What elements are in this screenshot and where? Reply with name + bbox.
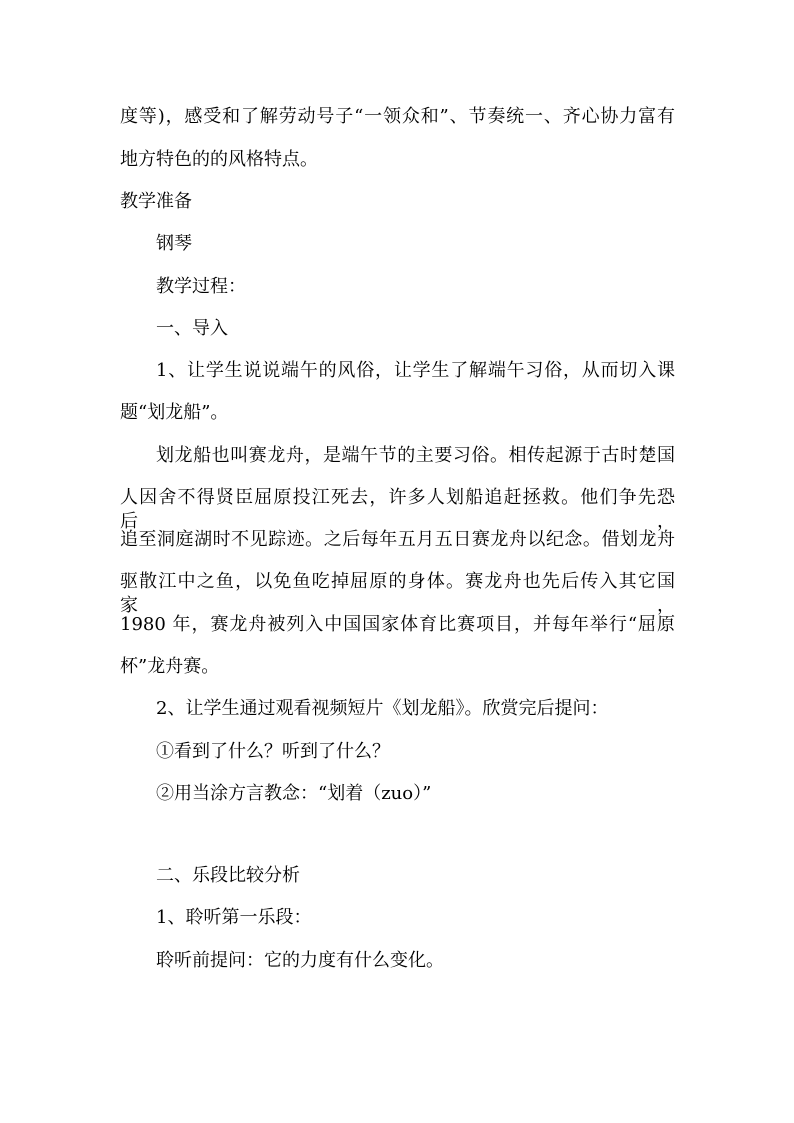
- section-heading-process: 教学过程：: [156, 276, 246, 297]
- text-line-13: 1980 年，赛龙舟被列入中国国家体育比赛项目，并每年举行“屈原: [120, 614, 675, 635]
- section-heading-analysis: 二、乐段比较分析: [156, 865, 300, 886]
- section-heading-preparation: 教学准备: [120, 191, 192, 212]
- text-line-17: ②用当涂方言教念：“划着（zuo）”: [156, 783, 432, 804]
- text-line-10: 人因舍不得贤臣屈原投江死去，许多人划船追赶拯救。他们争先恐后，: [120, 487, 675, 532]
- text-line-piano: 钢琴: [156, 233, 192, 254]
- text-line-7: 1、让学生说说端午的风俗，让学生了解端午习俗，从而切入课: [156, 360, 675, 381]
- text-line-2: 地方特色的的风格特点。: [120, 149, 318, 170]
- text-line-9: 划龙船也叫赛龙舟，是端午节的主要习俗。相传起源于古时楚国: [156, 445, 675, 466]
- text-line-16: ①看到了什么？听到了什么？: [156, 741, 390, 762]
- text-line-19: 1、聆听第一乐段：: [156, 907, 312, 928]
- text-line-12: 驱散江中之鱼，以免鱼吃掉屈原的身体。赛龙舟也先后传入其它国家，: [120, 571, 675, 616]
- text-line-1: 度等)，感受和了解劳动号子“一领众和”、节奏统一、齐心协力富有: [120, 106, 675, 127]
- section-heading-intro: 一、导入: [156, 318, 228, 339]
- text-line-14: 杯”龙舟赛。: [120, 656, 220, 677]
- text-line-15: 2、让学生通过观看视频短片《划龙船》。欣赏完后提问：: [156, 698, 609, 719]
- text-line-20: 聆听前提问：它的力度有什么变化。: [156, 950, 444, 971]
- text-line-8: 题“划龙船”。: [120, 402, 229, 423]
- text-line-11: 追至洞庭湖时不见踪迹。之后每年五月五日赛龙舟以纪念。借划龙舟: [120, 529, 675, 550]
